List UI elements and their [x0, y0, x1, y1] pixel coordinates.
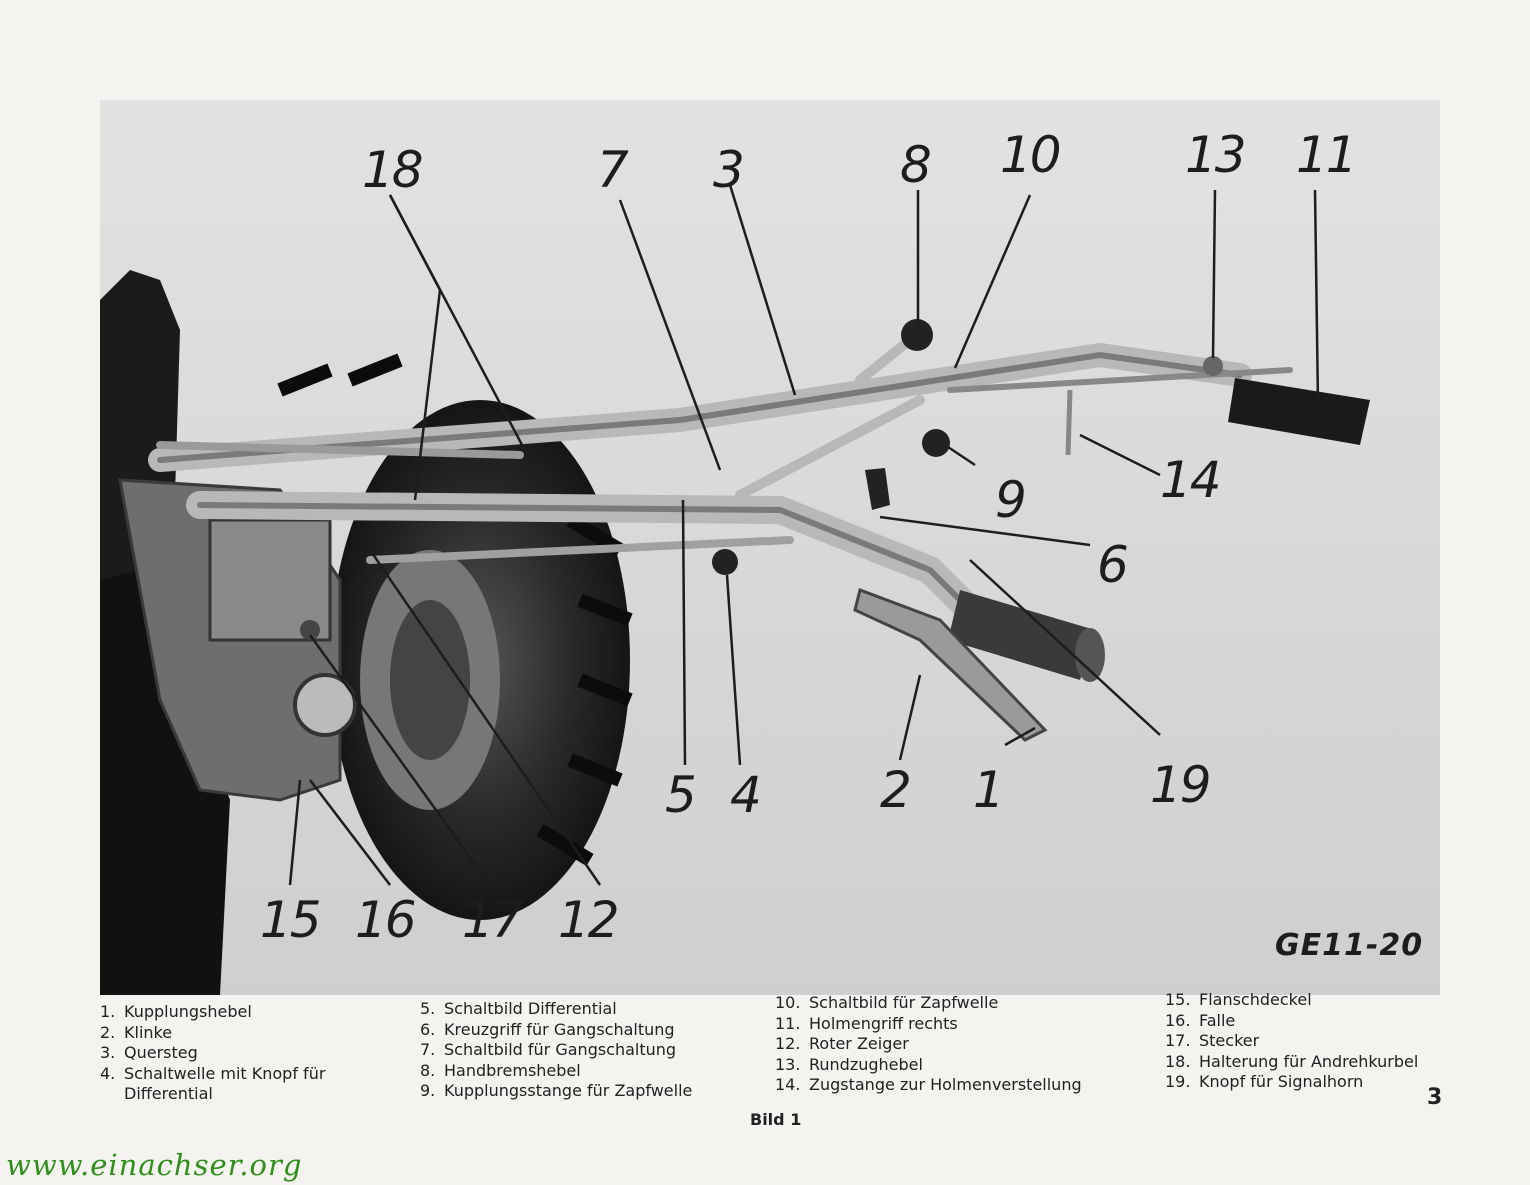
- legend-text: Schaltwelle mit Knopf für: [124, 1063, 326, 1083]
- legend-num: 15.: [1165, 990, 1191, 1009]
- legend-item: [1165, 1031, 1418, 1052]
- callout-16: 16: [355, 891, 415, 949]
- legend-column-4: [1165, 990, 1418, 1093]
- legend-item: [420, 1081, 692, 1102]
- legend-item: [100, 1064, 325, 1085]
- legend-num: 5.: [420, 999, 436, 1018]
- legend-num: 16.: [1165, 1010, 1191, 1030]
- photo-code: GE11-20: [1275, 928, 1424, 963]
- figure-caption: Bild 1: [750, 1110, 802, 1129]
- legend-text: Holmengriff rechts: [809, 1013, 958, 1033]
- legend-item: [100, 1002, 325, 1023]
- legend-text: Schaltbild für Zapfwelle: [809, 993, 999, 1012]
- legend-item: [1165, 1052, 1418, 1073]
- callout-11: 11: [1296, 126, 1356, 184]
- callout-3: 3: [713, 141, 743, 199]
- legend-item: [1165, 990, 1418, 1011]
- legend-text: Zugstange zur Holmenverstellung: [809, 1075, 1082, 1094]
- callout-2: 2: [880, 761, 910, 819]
- callout-15: 15: [260, 891, 320, 949]
- callout-7: 7: [597, 141, 627, 199]
- legend-text: Quersteg: [124, 1043, 198, 1062]
- callout-5: 5: [665, 766, 695, 824]
- legend-item: [775, 993, 1082, 1014]
- legend-num: 18.: [1165, 1051, 1191, 1071]
- legend-column-3: [775, 993, 1082, 1096]
- legend-column-1: [100, 1002, 325, 1105]
- legend-text: Schaltbild für Gangschaltung: [444, 1040, 677, 1059]
- legend-text: Kreuzgriff für Gangschaltung: [444, 1019, 675, 1039]
- legend-text: Differential: [124, 1084, 213, 1103]
- legend-item: [420, 1061, 692, 1082]
- callout-14: 14: [1160, 451, 1220, 509]
- machine-illustration: [100, 100, 1440, 995]
- callout-1: 1: [973, 761, 1003, 819]
- legend-item: [775, 1055, 1082, 1076]
- legend-num: 13.: [775, 1054, 801, 1074]
- legend-num: 17.: [1165, 1031, 1191, 1050]
- pto-knob: [922, 429, 950, 457]
- legend-num: 19.: [1165, 1072, 1191, 1091]
- legend-item: [100, 1023, 325, 1044]
- legend-num: 2.: [100, 1022, 116, 1042]
- legend-num: 10.: [775, 993, 801, 1012]
- callout-8: 8: [900, 136, 930, 194]
- legend-num: 8.: [420, 1060, 436, 1080]
- legend-column-2: [420, 999, 692, 1102]
- callout-4: 4: [730, 766, 760, 824]
- legend-text: Klinke: [124, 1022, 173, 1042]
- legend-text: Handbremshebel: [444, 1060, 581, 1080]
- callout-13: 13: [1185, 126, 1245, 184]
- callout-19: 19: [1150, 756, 1210, 814]
- legend-text: Rundzughebel: [809, 1054, 923, 1074]
- machine-photo: [100, 100, 1440, 995]
- legend-num: 14.: [775, 1075, 801, 1094]
- legend-text: Schaltbild Differential: [444, 999, 617, 1018]
- legend-num: 11.: [775, 1013, 801, 1033]
- legend-item: [420, 1040, 692, 1061]
- legend-num: 6.: [420, 1019, 436, 1039]
- legend-text: Flanschdeckel: [1199, 990, 1312, 1009]
- legend-num: 3.: [100, 1043, 116, 1062]
- callout-10: 10: [1000, 126, 1060, 184]
- legend-item: [100, 1084, 325, 1105]
- legend-item: [420, 999, 692, 1020]
- legend-num: 4.: [100, 1063, 116, 1083]
- legend-num: 9.: [420, 1081, 436, 1100]
- callout-6: 6: [1097, 536, 1127, 594]
- legend-text: Kupplungshebel: [124, 1002, 252, 1021]
- legend-item: [100, 1043, 325, 1064]
- legend-item: [775, 1014, 1082, 1035]
- legend-text: Falle: [1199, 1010, 1236, 1030]
- adjust-rod: [1068, 390, 1070, 455]
- diff-knob: [712, 549, 738, 575]
- legend-text: Halterung für Andrehkurbel: [1199, 1051, 1419, 1071]
- legend-num: 1.: [100, 1002, 116, 1021]
- website-watermark[interactable]: www.einachser.org: [6, 1148, 303, 1182]
- legend-item: [1165, 1011, 1418, 1032]
- legend-item: [775, 1075, 1082, 1096]
- legend-num: [100, 1084, 124, 1105]
- legend-item: [420, 1020, 692, 1041]
- legend-text: Roter Zeiger: [809, 1034, 909, 1053]
- legend-num: 12.: [775, 1034, 801, 1053]
- callout-17: 17: [462, 891, 522, 949]
- legend-text: Kupplungsstange für Zapfwelle: [444, 1081, 693, 1100]
- legend-num: 7.: [420, 1040, 436, 1059]
- callout-12: 12: [558, 891, 618, 949]
- callout-9: 9: [995, 471, 1025, 529]
- legend-item: [775, 1034, 1082, 1055]
- callout-18: 18: [362, 141, 422, 199]
- pull-lever: [1203, 356, 1223, 376]
- legend-item: [1165, 1072, 1418, 1093]
- page-number: 3: [1427, 1085, 1443, 1110]
- legend-text: Stecker: [1199, 1031, 1260, 1050]
- legend-text: Knopf für Signalhorn: [1199, 1072, 1364, 1091]
